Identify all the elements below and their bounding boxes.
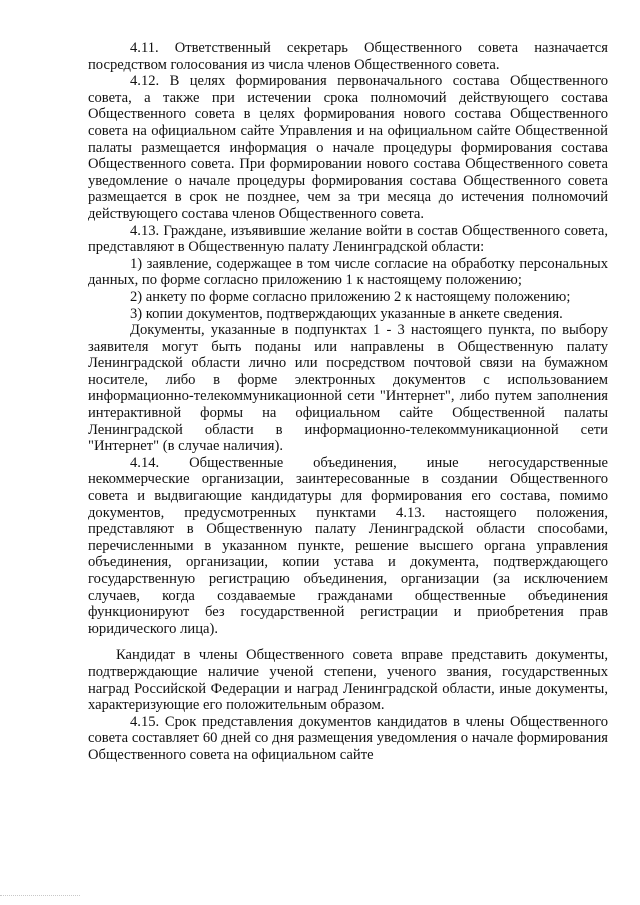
paragraph-4-11: 4.11. Ответственный секретарь Общественного совета назначается посредством голосования из числа членов Общественного совета. (88, 40, 608, 73)
list-item-2: 2) анкету по форме согласно приложению 2 к настоящему положению; (130, 288, 571, 305)
paragraph-candidate: Кандидат в члены Общественного совета вправе представить документы, подтверждающие наличие ученой степени, ученого звания, государственных наград Российской Федерации и наград Ленинградской области, иные документы, характеризующие его положительным образом. (88, 647, 608, 714)
scan-edge-mark (0, 895, 80, 899)
paragraph-documents: Документы, указанные в подпунктах 1 - 3 настоящего пункта, по выбору заявителя могут быть поданы или направлены в Общественную палату Ленинградской области лично или посредством почтовой связи на бумажном носителе, либо в форме электронных документов с использованием информационно-телекоммуникационной сети "Интернет", либо путем заполнения интерактивной формы на официальном сайте Общественной палаты Ленинградской области в информационно-телекоммуникационной сети "Интернет" (в случае наличия). (88, 322, 608, 455)
paragraph-4-12: 4.12. В целях формирования первоначального состава Общественного совета, а также при истечении срока полномочий действующего состава Общественного совета в целях формирования нового состава Общественного совета на официальном сайте Управления и на официальном сайте Общественной палаты размещается информация о начале процедуры формирования состава Общественного совета. При формировании нового состава Общественного совета уведомление о начале процедуры формирования состава Общественного совета размещается в срок не позднее, чем за три месяца до истечения полномочий действующего состава членов Общественного совета. (88, 73, 608, 222)
list-item-1: 1) заявление, содержащее в том числе согласие на обработку персональных данных, по форме согласно приложению 1 к настоящему положению; (88, 255, 608, 289)
list-item-3: 3) копии документов, подтверждающих указанные в анкете сведения. (130, 305, 563, 322)
document-body (88, 40, 608, 764)
paragraph-4-13: 4.13. Граждане, изъявившие желание войти в состав Общественного совета, представляют в Общественную палату Ленинградской области: (88, 222, 608, 256)
paragraph-4-15: 4.15. Срок представления документов кандидатов в члены Общественного совета составляет 60 дней со дня размещения уведомления о начале формирования Общественного совета на официальном сайте (88, 713, 608, 763)
paragraph-4-14: 4.14. Общественные объединения, иные негосударственные некоммерческие организации, заинтересованные в создании Общественного совета и выдвигающие кандидатуры для формирования его состава, помимо документов, предусмотренных пунктами 4.13. настоящего положения, представляют в Общественную палату Ленинградской области способами, перечисленными в указанном пункте, решение высшего органа управления объединения, организации, копии устава и документа, подтверждающего государственную регистрацию объединения, организации (за исключением случаев, когда создаваемые гражданами общественные объединения функционируют без государственной регистрации и приобретения прав юридического лица). (88, 454, 608, 637)
